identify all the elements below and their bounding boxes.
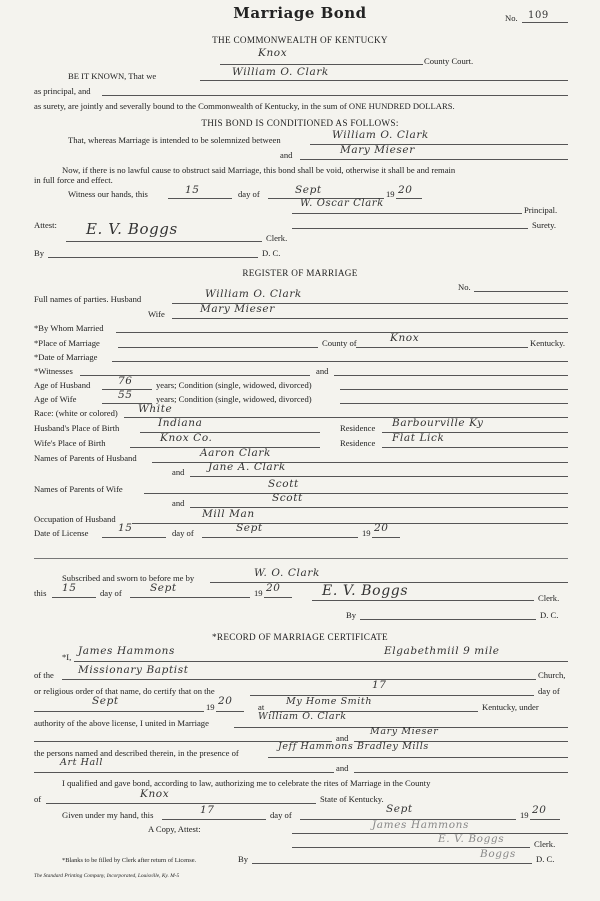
wife-residence-label: Residence [340, 438, 376, 448]
sworn-name: W. O. Clark [254, 567, 320, 579]
husband-residence-label: Residence [340, 423, 376, 433]
witness-month: Sept [295, 184, 322, 196]
cert-kentucky-under: Kentucky, under [482, 702, 539, 712]
cert-witnesses: Jeff Hammons Bradley Mills [278, 741, 429, 752]
age-husband-label: Age of Husband [34, 380, 91, 390]
conditioned-heading: THIS BOND IS CONDITIONED AS FOLLOWS: [201, 118, 399, 128]
sworn-text: Subscribed and sworn to before me by [62, 573, 195, 583]
and-name: Mary Mieser [340, 144, 415, 156]
cert-and: and [336, 733, 349, 743]
occupation-label: Occupation of Husband [34, 514, 116, 524]
license-year: 20 [374, 522, 389, 534]
wife-birth: Knox Co. [160, 432, 213, 444]
cert-dc-label: D. C. [536, 854, 555, 864]
by-label: By [34, 248, 45, 258]
cert-given-day-of: day of [270, 810, 292, 820]
minister-signature: James Hammons [372, 819, 469, 831]
and-label: and [280, 150, 293, 160]
kentucky-label: Kentucky. [530, 338, 565, 348]
cert-i-label: *I, [62, 652, 72, 662]
sworn-year-prefix: 19 [254, 588, 263, 598]
cert-of-the: of the [34, 670, 54, 680]
minister-of: Elgabethmiil 9 mile [384, 645, 500, 657]
bond-county: Knox [258, 47, 288, 59]
witness-year: 20 [398, 184, 413, 196]
cert-by: By [238, 854, 249, 864]
license-day-of: day of [172, 528, 194, 538]
as-surety: as surety, are jointly and severally bound to the Commonwealth of Kentucky, in the sum of ONE HUNDRED DOLLARS. [34, 101, 455, 111]
county-court-label: County Court. [424, 56, 474, 66]
cert-given-year-prefix: 19 [520, 810, 529, 820]
church-name: Missionary Baptist [78, 664, 189, 676]
between-name: William O. Clark [332, 129, 429, 141]
cert-of: of [34, 794, 42, 804]
sworn-day-of: day of [100, 588, 122, 598]
cert-clerk-label: Clerk. [534, 839, 556, 849]
be-it-known: BE IT KNOWN, That we [68, 71, 157, 81]
license-year-prefix: 19 [362, 528, 371, 538]
register-no-label: No. [458, 282, 471, 292]
cert-clerk-signature: E. V. Boggs [438, 833, 505, 845]
day-of-label: day of [238, 189, 260, 199]
bond-number-label: No. [505, 13, 518, 23]
cert-church-label: Church, [538, 670, 566, 680]
sworn-year: 20 [266, 582, 281, 594]
license-label: Date of License [34, 528, 89, 538]
age-wife: 55 [118, 389, 133, 401]
age-wife-label: Age of Wife [34, 394, 77, 404]
license-day: 15 [118, 522, 133, 534]
witness-day: 15 [185, 184, 200, 196]
cert-place: My Home Smith [286, 696, 373, 707]
witnesses-label: *Witnesses [34, 366, 73, 376]
parent-husband-1: Aaron Clark [200, 447, 271, 459]
certificate-heading: *RECORD OF MARRIAGE CERTIFICATE [212, 632, 388, 642]
footnote: *Blanks to be filled by Clerk after return of License. [62, 857, 197, 864]
cert-bride: Mary Mieser [370, 726, 439, 737]
parents-husband-and: and [172, 467, 185, 477]
full-names-label: Full names of parties. Husband [34, 294, 142, 304]
wife-label: Wife [148, 309, 165, 319]
license-month: Sept [236, 522, 263, 534]
occupation-value: Mill Man [202, 508, 255, 520]
principal-signature: W. Oscar Clark [300, 198, 384, 209]
sworn-dc: D. C. [540, 610, 559, 620]
parent-wife-1: Scott [268, 478, 299, 490]
cert-county: Knox [140, 788, 170, 800]
cert-authority: authority of the above license, I united in Marriage [34, 718, 209, 728]
condition-wife: years; Condition (single, widowed, divorced) [156, 394, 312, 404]
register-husband: William O. Clark [205, 288, 302, 300]
clerk-label: Clerk. [266, 233, 288, 243]
cert-day-of: day of [538, 686, 560, 696]
by-whom-label: *By Whom Married [34, 323, 104, 333]
as-principal: as principal, and [34, 86, 91, 96]
date-label: *Date of Marriage [34, 352, 98, 362]
cert-and-2: and [336, 763, 349, 773]
now-if-text: Now, if there is no lawful cause to obstruct said Marriage, this bond shall be void, otherwise it shall be and remain [62, 165, 456, 175]
attest-label: Attest: [34, 220, 57, 230]
document-title: Marriage Bond [233, 4, 367, 22]
parents-wife-label: Names of Parents of Wife [34, 484, 123, 494]
cert-witness-2: Art Hall [60, 757, 104, 768]
register-wife: Mary Mieser [200, 303, 275, 315]
condition-husband: years; Condition (single, widowed, divorced) [156, 380, 312, 390]
attest-signature: E. V. Boggs [86, 220, 178, 238]
printer-credit: The Standard Printing Company, Incorporated, Louisville, Ky. M-5 [34, 873, 180, 879]
parents-husband-label: Names of Parents of Husband [34, 453, 137, 463]
cert-persons-named: the persons named and described therein, in the presence of [34, 748, 239, 758]
race-value: White [138, 403, 173, 415]
witnesses-and: and [316, 366, 329, 376]
county-of-label: County of [322, 338, 357, 348]
cert-given: Given under my hand, this [62, 810, 154, 820]
cert-state: State of Kentucky. [320, 794, 384, 804]
year-prefix: 19 [386, 189, 395, 199]
copy-attest: A Copy, Attest: [148, 824, 201, 834]
given-year: 20 [532, 804, 547, 816]
bond-number: 109 [528, 10, 549, 21]
race-label: Race: (white or colored) [34, 408, 118, 418]
dc-label: D. C. [262, 248, 281, 258]
husband-birth-label: Husband's Place of Birth [34, 423, 120, 433]
sworn-month: Sept [150, 582, 177, 594]
husband-residence: Barbourville Ky [392, 417, 484, 429]
place-label: *Place of Marriage [34, 338, 100, 348]
parents-wife-and: and [172, 498, 185, 508]
principal-name: William O. Clark [232, 66, 329, 78]
surety-label: Surety. [532, 220, 557, 230]
parent-wife-2: Scott [272, 492, 303, 504]
sworn-day: 15 [62, 582, 77, 594]
wife-birth-label: Wife's Place of Birth [34, 438, 106, 448]
age-husband: 76 [118, 375, 133, 387]
whereas-text: That, whereas Marriage is intended to be solemnized between [68, 135, 281, 145]
cert-day: 17 [372, 679, 387, 691]
given-month: Sept [386, 803, 413, 815]
husband-birth: Indiana [158, 417, 203, 429]
sworn-clerk-label: Clerk. [538, 593, 560, 603]
now-if-text-2: in full force and effect. [34, 175, 113, 185]
wife-residence: Flat Lick [392, 432, 445, 444]
sworn-this: this [34, 588, 47, 598]
place-county: Knox [390, 332, 420, 344]
cert-dc-signature: Boggs [480, 848, 516, 860]
cert-year-prefix: 19 [206, 702, 215, 712]
cert-qualified: I qualified and gave bond, according to law, authorizing me to celebrate the rites of Marriage in the County [62, 778, 431, 788]
minister-name: James Hammons [78, 645, 175, 657]
register-heading: REGISTER OF MARRIAGE [242, 268, 358, 278]
cert-at: at [258, 702, 265, 712]
cert-year: 20 [218, 695, 233, 707]
given-day: 17 [200, 804, 215, 816]
cert-month: Sept [92, 695, 119, 707]
cert-religious-order: or religious order of that name, do certify that on the [34, 686, 215, 696]
cert-groom: William O. Clark [258, 711, 347, 722]
witness-text: Witness our hands, this [68, 189, 148, 199]
sworn-by: By [346, 610, 357, 620]
sworn-clerk-signature: E. V. Boggs [322, 583, 409, 599]
commonwealth-heading: THE COMMONWEALTH OF KENTUCKY [212, 35, 388, 45]
principal-label: Principal. [524, 205, 558, 215]
parent-husband-2: Jane A. Clark [208, 461, 286, 473]
